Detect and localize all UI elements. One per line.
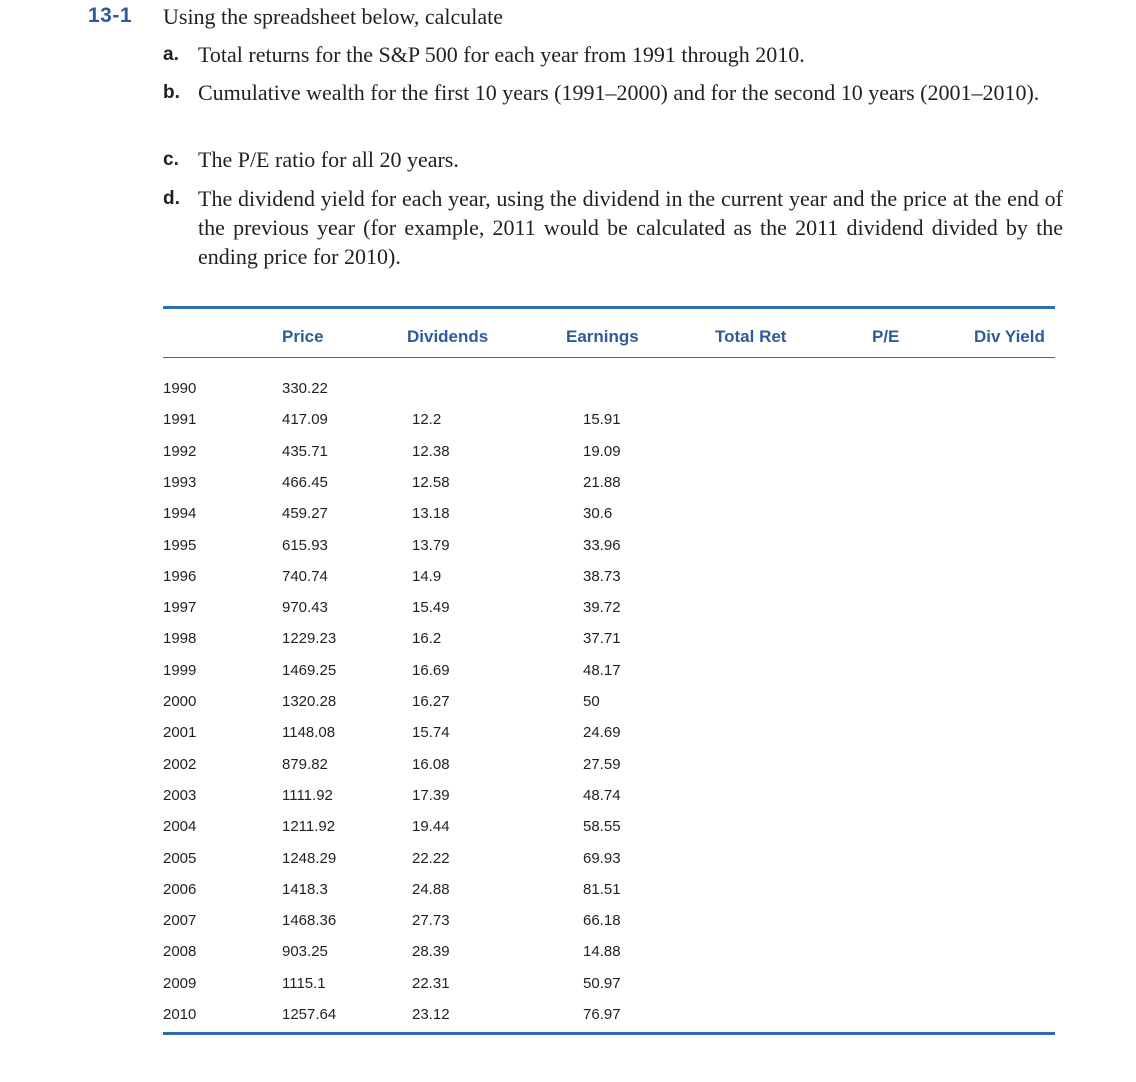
cell-dividends: 28.39 bbox=[412, 943, 450, 961]
cell-year: 1994 bbox=[163, 505, 197, 523]
cell-earnings: 69.93 bbox=[583, 849, 621, 867]
cell-year: 2005 bbox=[163, 849, 197, 867]
header-total-ret: Total Ret bbox=[715, 327, 787, 346]
cell-price: 1248.29 bbox=[282, 849, 337, 867]
part-a-letter: a. bbox=[163, 44, 179, 65]
cell-earnings: 48.17 bbox=[583, 661, 621, 679]
table-bottom-rule bbox=[163, 1032, 1055, 1035]
cell-dividends: 17.39 bbox=[412, 786, 450, 804]
cell-year: 1997 bbox=[163, 599, 197, 617]
cell-earnings: 66.18 bbox=[583, 912, 621, 930]
cell-dividends: 12.38 bbox=[412, 442, 450, 460]
cell-year: 1998 bbox=[163, 630, 197, 648]
cell-price: 1468.36 bbox=[282, 912, 337, 930]
cell-year: 1999 bbox=[163, 661, 197, 679]
cell-price: 1257.64 bbox=[282, 1006, 337, 1023]
cell-dividends: 13.79 bbox=[412, 536, 450, 554]
cell-earnings: 33.96 bbox=[583, 536, 621, 554]
part-a bbox=[163, 40, 1063, 69]
cell-dividends: 14.9 bbox=[412, 567, 442, 585]
cell-earnings: 76.97 bbox=[583, 1006, 621, 1023]
cell-dividends: 13.18 bbox=[412, 505, 450, 523]
cell-price: 1211.92 bbox=[282, 818, 336, 836]
cell-price: 1320.28 bbox=[282, 693, 337, 710]
header-pe: P/E bbox=[872, 327, 900, 346]
cell-price: 1469.25 bbox=[282, 661, 337, 679]
cell-year: 2004 bbox=[163, 818, 197, 836]
header-price: Price bbox=[282, 327, 324, 346]
cell-year: 2009 bbox=[163, 974, 197, 992]
cell-earnings: 27.59 bbox=[583, 755, 621, 773]
cell-dividends: 12.2 bbox=[412, 411, 442, 429]
part-b bbox=[163, 78, 1063, 107]
header-dividends: Dividends bbox=[407, 327, 489, 346]
cell-price: 970.43 bbox=[282, 599, 328, 617]
cell-price: 879.82 bbox=[282, 755, 328, 773]
cell-earnings: 81.51 bbox=[583, 880, 621, 898]
cell-earnings: 21.88 bbox=[583, 473, 621, 491]
cell-earnings: 38.73 bbox=[583, 567, 621, 585]
cell-price: 330.22 bbox=[282, 380, 328, 397]
cell-year: 1991 bbox=[163, 411, 197, 429]
header-div-yield: Div Yield bbox=[974, 327, 1045, 346]
cell-earnings: 19.09 bbox=[583, 442, 621, 460]
cell-price: 740.74 bbox=[282, 567, 328, 585]
cell-dividends: 16.69 bbox=[412, 661, 450, 679]
cell-year: 1992 bbox=[163, 442, 197, 460]
cell-dividends: 15.74 bbox=[412, 724, 450, 742]
part-b-text: Cumulative wealth for the first 10 years (1991–2000) and for the second 10 years (2001–2010). bbox=[198, 80, 1040, 105]
table-top-rule bbox=[163, 306, 1055, 309]
part-c bbox=[163, 145, 1063, 174]
cell-earnings: 15.91 bbox=[583, 411, 621, 429]
table-header-rule bbox=[163, 357, 1055, 358]
cell-year: 2007 bbox=[163, 912, 197, 930]
cell-year: 2001 bbox=[163, 724, 197, 742]
cell-earnings: 24.69 bbox=[583, 724, 621, 742]
cell-year: 2003 bbox=[163, 786, 197, 804]
cell-year: 2006 bbox=[163, 880, 197, 898]
problem-intro: Using the spreadsheet below, calculate bbox=[163, 4, 504, 29]
problem-number: 13-1 bbox=[88, 4, 133, 27]
cell-earnings: 48.74 bbox=[583, 786, 621, 804]
part-c-letter: c. bbox=[163, 149, 179, 170]
cell-dividends: 15.49 bbox=[412, 599, 450, 617]
cell-year: 1995 bbox=[163, 536, 197, 554]
cell-price: 1115.1 bbox=[282, 974, 326, 992]
part-d bbox=[163, 184, 1063, 271]
cell-earnings: 39.72 bbox=[583, 599, 621, 617]
cell-year: 2002 bbox=[163, 755, 197, 773]
cell-price: 903.25 bbox=[282, 943, 328, 961]
part-d-letter: d. bbox=[163, 188, 180, 209]
cell-earnings: 37.71 bbox=[583, 630, 621, 648]
cell-dividends: 23.12 bbox=[412, 1006, 450, 1023]
cell-year: 2008 bbox=[163, 943, 197, 961]
cell-dividends: 22.22 bbox=[412, 849, 450, 867]
cell-dividends: 16.2 bbox=[412, 630, 442, 648]
cell-dividends: 27.73 bbox=[412, 912, 450, 930]
cell-earnings: 58.55 bbox=[583, 818, 621, 836]
cell-dividends: 19.44 bbox=[412, 818, 450, 836]
cell-dividends: 24.88 bbox=[412, 880, 450, 898]
cell-year: 1996 bbox=[163, 567, 197, 585]
cell-price: 459.27 bbox=[282, 505, 328, 523]
part-b-letter: b. bbox=[163, 82, 180, 103]
cell-dividends: 16.27 bbox=[412, 693, 450, 710]
cell-year: 1993 bbox=[163, 473, 197, 491]
cell-year: 1990 bbox=[163, 380, 197, 397]
cell-price: 466.45 bbox=[282, 473, 328, 491]
cell-price: 1111.92 bbox=[282, 786, 333, 804]
cell-earnings: 50.97 bbox=[583, 974, 621, 992]
cell-dividends: 22.31 bbox=[412, 974, 450, 992]
cell-price: 435.71 bbox=[282, 442, 328, 460]
header-earnings: Earnings bbox=[566, 327, 639, 346]
part-c-text: The P/E ratio for all 20 years. bbox=[198, 147, 459, 172]
cell-earnings: 50 bbox=[583, 693, 600, 710]
cell-price: 1418.3 bbox=[282, 880, 328, 898]
cell-dividends: 16.08 bbox=[412, 755, 450, 773]
cell-price: 1148.08 bbox=[282, 724, 336, 742]
cell-price: 417.09 bbox=[282, 411, 328, 429]
cell-year: 2010 bbox=[163, 1006, 197, 1023]
cell-price: 1229.23 bbox=[282, 630, 337, 648]
part-d-text: The dividend yield for each year, using the dividend in the current year and the price at the end of the previous year (for example, 2011 would be calculated as the 2011 dividend divided by the ending price for 2010). bbox=[198, 186, 1063, 269]
cell-dividends: 12.58 bbox=[412, 473, 450, 491]
part-a-text: Total returns for the S&P 500 for each year from 1991 through 2010. bbox=[198, 42, 805, 67]
cell-price: 615.93 bbox=[282, 536, 328, 554]
cell-earnings: 30.6 bbox=[583, 505, 613, 523]
cell-year: 2000 bbox=[163, 693, 197, 710]
cell-earnings: 14.88 bbox=[583, 943, 621, 961]
